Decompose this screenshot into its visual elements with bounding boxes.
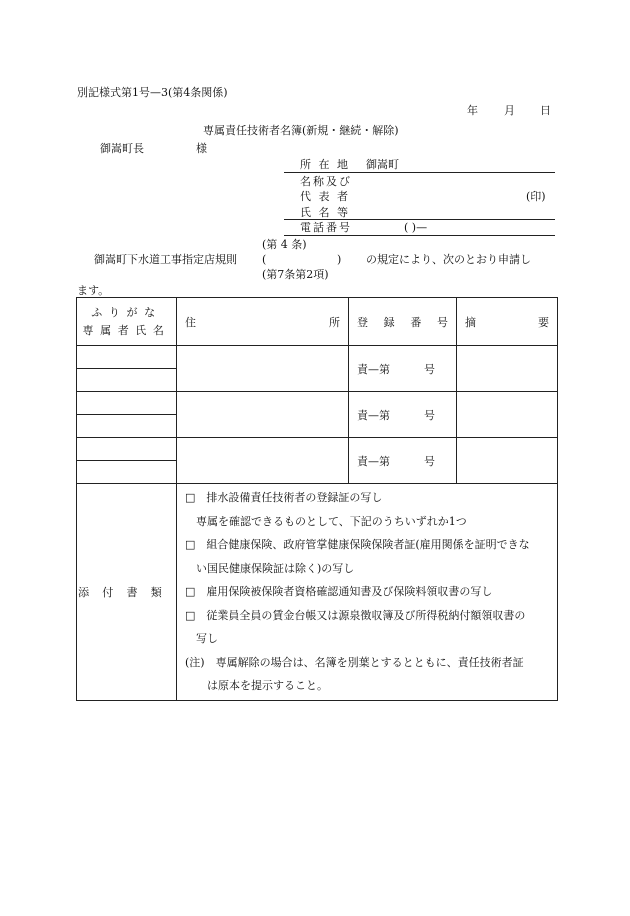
name-label-3: 氏 名 等 <box>300 206 350 219</box>
phone-format: ( )— <box>404 221 428 234</box>
reg-no-cell[interactable] <box>349 438 457 484</box>
phone-underline <box>284 235 555 236</box>
reg-prefix: 責—第 <box>357 454 390 468</box>
attachments-label: 添付書類 <box>78 585 175 599</box>
attachment-item[interactable]: □ 従業員全員の賃金台帳又は源泉徴収簿及び所得税納付額領収書の <box>185 608 526 622</box>
notes-cell[interactable] <box>457 392 558 438</box>
name-label-2: 代 表 者 <box>300 190 350 203</box>
attachments-row <box>77 484 558 701</box>
header-name <box>77 298 177 346</box>
reg-suffix: 号 <box>424 408 435 422</box>
address-cell[interactable] <box>177 346 349 392</box>
applicant-address-label: 所 在 地 <box>300 158 350 171</box>
statement-regulation: 御嵩町下水道工事指定店規則 <box>94 253 237 266</box>
header-reg-char-2: 録 <box>383 315 395 329</box>
statement-end: ます。 <box>77 284 110 297</box>
reg-no-cell[interactable] <box>349 392 457 438</box>
name-underline <box>284 219 555 220</box>
reg-prefix: 責—第 <box>357 408 390 422</box>
header-notes-char-1: 摘 <box>465 315 476 329</box>
reg-prefix: 責—第 <box>357 362 390 376</box>
header-notes-char-2: 要 <box>538 315 549 329</box>
header-address-char-1: 住 <box>185 315 196 329</box>
attachment-item[interactable]: □ 雇用保険被保険者資格確認通知書及び保険料領収書の写し <box>185 585 493 598</box>
header-address <box>177 298 349 346</box>
attachment-item-cont: い国民健康保険証は除く)の写し <box>185 561 355 575</box>
attachment-remark-cont: は原本を提示すること。 <box>185 679 328 692</box>
notes-cell[interactable] <box>457 438 558 484</box>
name-cell[interactable] <box>77 438 177 484</box>
header-notes <box>457 298 558 346</box>
table-row <box>77 438 558 484</box>
name-cell[interactable] <box>77 392 177 438</box>
header-name-label: 専属者氏名 <box>82 323 171 337</box>
statement-paren-open: ( <box>262 253 267 266</box>
notes-cell[interactable] <box>457 346 558 392</box>
attachment-item-cont: 写し <box>185 632 218 645</box>
form-id: 別記様式第1号—3(第4条関係) <box>77 86 228 99</box>
attachment-item[interactable]: □ 組合健康保険、政府管掌健康保険保険者証(雇用関係を証明できな <box>185 538 530 551</box>
name-cell[interactable] <box>77 346 177 392</box>
seal-mark: (印) <box>526 190 546 203</box>
name-subcell[interactable] <box>77 415 176 437</box>
header-furigana-label: ふりがな <box>91 306 162 320</box>
date-month: 月 <box>504 104 515 117</box>
reg-suffix: 号 <box>424 454 435 468</box>
reg-suffix: 号 <box>424 362 435 376</box>
page-title: 専属責任技術者名簿(新規・継続・解除) <box>203 124 399 137</box>
header-reg-no <box>349 298 457 346</box>
name-subcell[interactable] <box>77 461 176 483</box>
name-label-1: 名称及び <box>300 175 352 188</box>
phone-label: 電話番号 <box>300 221 352 234</box>
addressee-name: 御嵩町長 <box>100 142 144 155</box>
furigana-subcell[interactable] <box>77 438 176 461</box>
address-cell[interactable] <box>177 392 349 438</box>
table-row <box>77 392 558 438</box>
header-reg-char-3: 番 <box>410 315 422 329</box>
address-underline <box>284 172 555 173</box>
header-reg-char-4: 号 <box>436 315 448 329</box>
attachments-label-cell <box>77 484 177 701</box>
article-bracket-bottom: (第7条第2項) <box>262 268 329 281</box>
table-header-row <box>77 298 558 346</box>
date-year: 年 <box>467 104 478 117</box>
addressee-honorific: 様 <box>196 142 207 155</box>
attachment-note: 専属を確認できるものとして、下記のうちいずれか1つ <box>185 514 467 528</box>
furigana-subcell[interactable] <box>77 346 176 369</box>
furigana-subcell[interactable] <box>77 392 176 415</box>
article-bracket-top: (第 4 条) <box>262 238 307 251</box>
reg-no-cell[interactable] <box>349 346 457 392</box>
statement-rest: の規定により、次のとおり申請し <box>366 253 531 266</box>
attachment-remark: (注) 専属解除の場合は、名簿を別葉とするとともに、責任技術者証 <box>185 655 524 669</box>
applicant-address-value: 御嵩町 <box>366 158 399 171</box>
statement-paren-close: ) <box>337 253 342 266</box>
address-cell[interactable] <box>177 438 349 484</box>
name-subcell[interactable] <box>77 369 176 391</box>
attachments-list <box>177 484 558 701</box>
header-address-char-2: 所 <box>329 315 340 329</box>
attachment-item[interactable]: □ 排水設備責任技術者の登録証の写し <box>185 491 383 504</box>
registry-table <box>76 297 558 701</box>
date-day: 日 <box>540 104 551 117</box>
header-reg-char-1: 登 <box>357 315 368 329</box>
table-row <box>77 346 558 392</box>
